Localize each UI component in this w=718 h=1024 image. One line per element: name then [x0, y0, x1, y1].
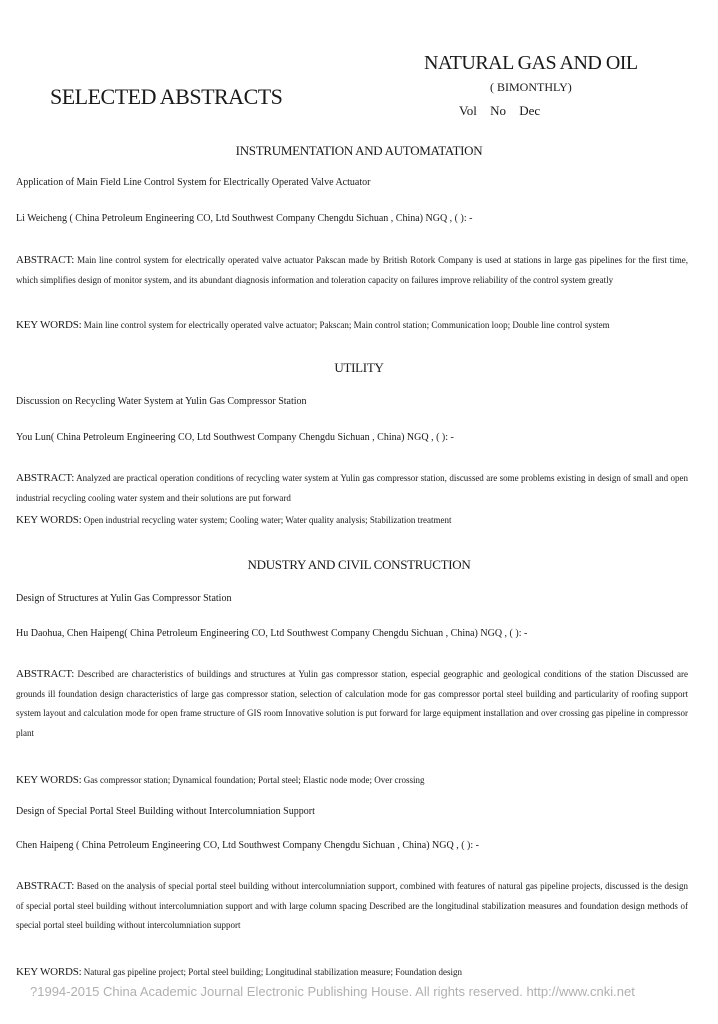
keywords-text: Open industrial recycling water system; Cooling water; Water quality analysis; Stabilization treatment [83, 515, 452, 525]
copyright-footer: ?1994-2015 China Academic Journal Electronic Publishing House. All rights reserved. http://www.cnki.net [30, 984, 635, 999]
article-authors: Li Weicheng ( China Petroleum Engineering CO, Ltd Southwest Company Chengdu Sichuan , China) NGQ , ( ): - [16, 213, 473, 224]
article-authors: You Lun( China Petroleum Engineering CO, Ltd Southwest Company Chengdu Sichuan , China) NGQ , ( ): - [16, 432, 454, 443]
article-title: Discussion on Recycling Water System at Yulin Gas Compressor Station [16, 396, 307, 407]
abstract-label: ABSTRACT: [16, 668, 75, 680]
page-title: SELECTED ABSTRACTS [50, 84, 283, 109]
article-abstract [16, 877, 688, 936]
abstract-text: Main line control system for electrically operated valve actuator Pakscan made by British Rotork Company is used at stations in large gas pipelines for the first time, which simplifies design of monitor system, and its abundant diagnosis information and toleration capacity on failures improve reliability of the control system greatly [16, 255, 688, 285]
article-abstract [16, 469, 688, 508]
article-authors: Chen Haipeng ( China Petroleum Engineering CO, Ltd Southwest Company Chengdu Sichuan , China) NGQ , ( ): - [16, 840, 479, 851]
keywords-label: KEY WORDS: [16, 966, 82, 978]
article-title: Application of Main Field Line Control System for Electrically Operated Valve Actuator [16, 177, 371, 188]
journal-volume-line: Vol No Dec [459, 103, 541, 118]
keywords-label: KEY WORDS: [16, 514, 82, 526]
abstract-label: ABSTRACT: [16, 254, 75, 266]
article-keywords [16, 316, 688, 336]
article-title: Design of Special Portal Steel Building without Intercolumniation Support [16, 806, 315, 817]
article-keywords [16, 963, 688, 983]
article-keywords [16, 511, 688, 531]
section-heading-construction: NDUSTRY AND CIVIL CONSTRUCTION [247, 557, 471, 572]
article-abstract [16, 665, 688, 743]
article-abstract [16, 251, 688, 290]
abstract-label: ABSTRACT: [16, 472, 75, 484]
journal-frequency: ( BIMONTHLY) [490, 80, 572, 94]
keywords-label: KEY WORDS: [16, 319, 82, 331]
article-authors: Hu Daohua, Chen Haipeng( China Petroleum Engineering CO, Ltd Southwest Company Chengdu Sichuan , China) NGQ , ( ): - [16, 628, 528, 639]
keywords-text: Gas compressor station; Dynamical foundation; Portal steel; Elastic node mode; Over crossing [83, 775, 425, 785]
section-heading-utility: UTILITY [334, 360, 384, 375]
keywords-label: KEY WORDS: [16, 774, 82, 786]
keywords-text: Main line control system for electrically operated valve actuator; Pakscan; Main control station; Communication loop; Double line control system [83, 320, 610, 330]
abstract-label: ABSTRACT: [16, 880, 75, 892]
abstract-text: Based on the analysis of special portal steel building without intercolumniation support, combined with features of natural gas pipeline projects, discussed is the design of special portal steel building without intercolumniation support and with large column spacing Described are the longitudinal stabilization measures and foundation design methods of special portal steel building without intercolumniation support [16, 881, 688, 930]
journal-title: NATURAL GAS AND OIL [424, 52, 638, 74]
section-heading-instrumentation: INSTRUMENTATION AND AUTOMATATION [235, 143, 483, 158]
article-title: Design of Structures at Yulin Gas Compressor Station [16, 593, 232, 604]
abstract-text: Analyzed are practical operation conditions of recycling water system at Yulin gas compressor station, discussed are some problems existing in design of small and open industrial recycling cooling water system and their solutions are put forward [16, 473, 688, 503]
abstract-text: Described are characteristics of buildings and structures at Yulin gas compressor station, especial geographic and geological conditions of the station Discussed are grounds ill foundation design characteristics of large gas compressor station, selection of calculation mode for gas compressor portal steel building and particularity of roofing support system layout and calculation mode for open frame structure of GIS room Innovative solution is put forward for large equipment installation and over crossing gas pipeline in compressor plant [16, 669, 689, 738]
keywords-text: Natural gas pipeline project; Portal steel building; Longitudinal stabilization measure; Foundation design [83, 967, 462, 977]
article-keywords [16, 771, 688, 791]
